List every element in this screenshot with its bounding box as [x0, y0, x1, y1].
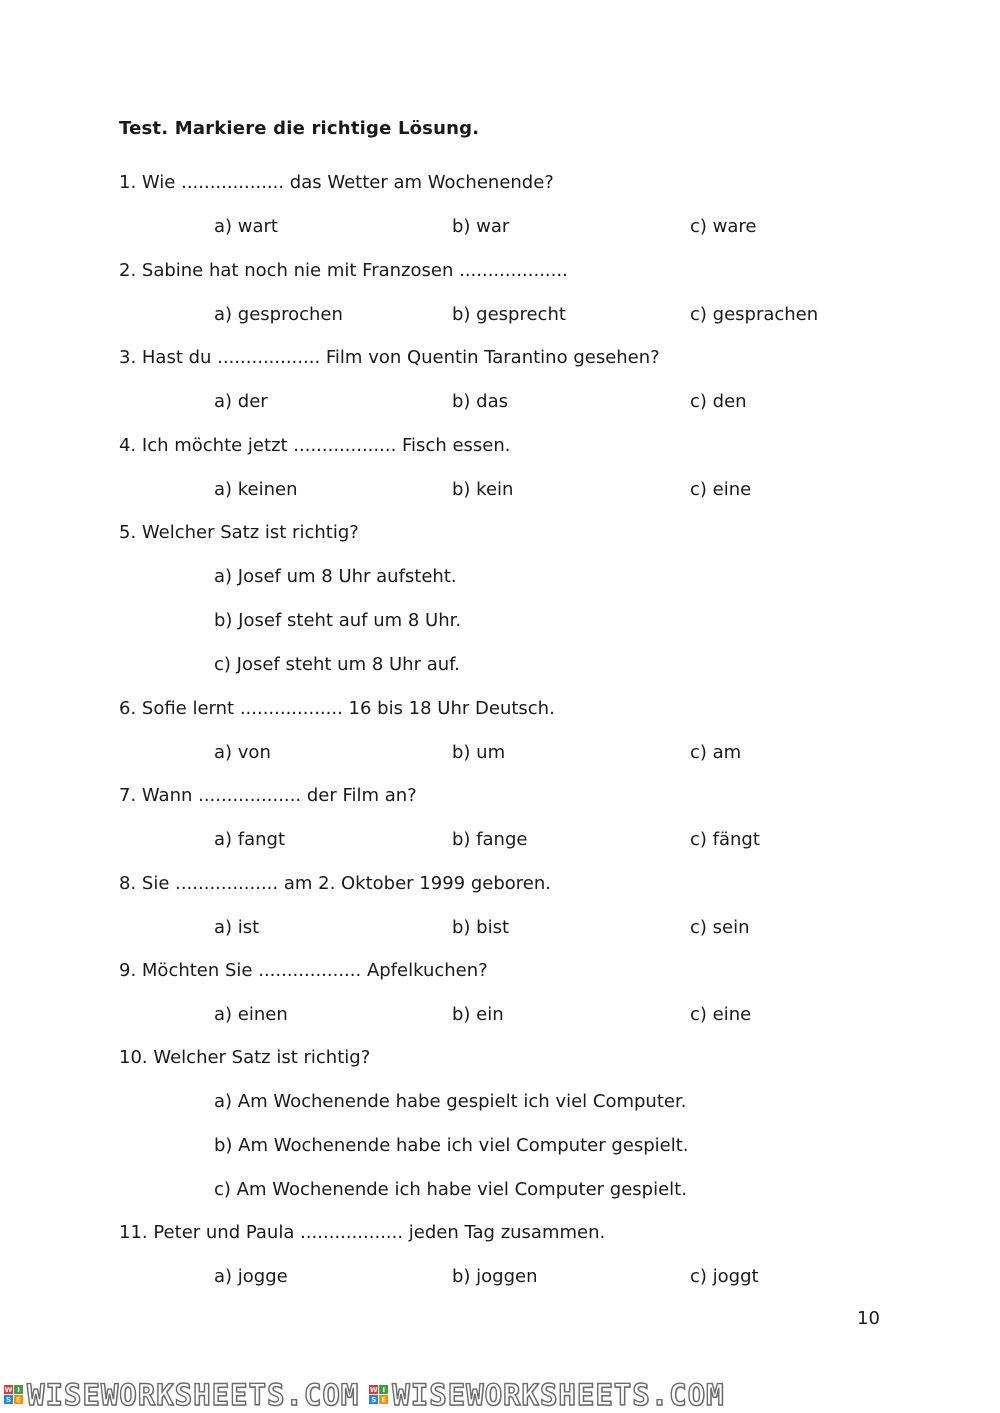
question-2: 2. Sabine hat noch nie mit Franzosen ................... [119, 260, 568, 281]
logo-letter: W [369, 1385, 378, 1394]
q10-option-c[interactable]: c) Am Wochenende ich habe viel Computer gespielt. [214, 1179, 687, 1200]
q3-option-a[interactable]: a) der [214, 391, 268, 412]
q10-option-a[interactable]: a) Am Wochenende habe gespielt ich viel Computer. [214, 1091, 687, 1112]
q1-option-b[interactable]: b) war [452, 216, 510, 237]
q7-option-b[interactable]: b) fange [452, 829, 528, 850]
q4-option-b[interactable]: b) kein [452, 479, 514, 500]
q9-option-c[interactable]: c) eine [690, 1004, 752, 1025]
question-4: 4. Ich möchte jetzt .................. Fisch essen. [119, 435, 511, 456]
q7-option-c[interactable]: c) fängt [690, 829, 760, 850]
wise-logo-icon [4, 1385, 23, 1404]
banner-unit [0, 1378, 359, 1412]
wise-logo-icon [369, 1385, 388, 1404]
footer-wordmark: WISEWORKSHEETS.COM [392, 1377, 725, 1412]
question-9: 9. Möchten Sie .................. Apfelkuchen? [119, 960, 488, 981]
q3-option-c[interactable]: c) den [690, 391, 747, 412]
q5-option-b[interactable]: b) Josef steht auf um 8 Uhr. [214, 610, 462, 631]
q3-option-b[interactable]: b) das [452, 391, 509, 412]
q8-option-a[interactable]: a) ist [214, 917, 260, 938]
question-8: 8. Sie .................. am 2. Oktober 1999 geboren. [119, 873, 551, 894]
footer-banner [0, 1376, 1000, 1413]
q6-option-a[interactable]: a) von [214, 742, 271, 763]
q9-option-a[interactable]: a) einen [214, 1004, 288, 1025]
q1-option-a[interactable]: a) wart [214, 216, 278, 237]
q2-option-c[interactable]: c) gesprachen [690, 304, 819, 325]
logo-letter: I [379, 1385, 388, 1394]
q9-option-b[interactable]: b) ein [452, 1004, 504, 1025]
q10-option-b[interactable]: b) Am Wochenende habe ich viel Computer gespielt. [214, 1135, 689, 1156]
q11-option-a[interactable]: a) jogge [214, 1266, 288, 1287]
question-10: 10. Welcher Satz ist richtig? [119, 1047, 371, 1068]
question-3: 3. Hast du .................. Film von Quentin Tarantino gesehen? [119, 347, 660, 368]
page-title: Test. Markiere die richtige Lösung. [119, 118, 480, 139]
logo-letter: S [5, 1395, 12, 1404]
logo-letter: E [14, 1395, 23, 1404]
q2-option-a[interactable]: a) gesprochen [214, 304, 343, 325]
question-11: 11. Peter und Paula .................. jeden Tag zusammen. [119, 1222, 606, 1243]
logo-letter: S [371, 1395, 377, 1404]
q8-option-b[interactable]: b) bist [452, 917, 510, 938]
q11-option-b[interactable]: b) joggen [452, 1266, 538, 1287]
question-6: 6. Sofie lernt .................. 16 bis 18 Uhr Deutsch. [119, 698, 555, 719]
logo-letter: E [379, 1395, 388, 1404]
logo-letter: I [14, 1385, 23, 1394]
q4-option-c[interactable]: c) eine [690, 479, 752, 500]
page-number: 10 [857, 1308, 880, 1329]
q4-option-a[interactable]: a) keinen [214, 479, 298, 500]
q5-option-c[interactable]: c) Josef steht um 8 Uhr auf. [214, 654, 460, 675]
banner-unit [365, 1378, 724, 1412]
q6-option-c[interactable]: c) am [690, 742, 742, 763]
question-1: 1. Wie .................. das Wetter am Wochenende? [119, 172, 554, 193]
q5-option-a[interactable]: a) Josef um 8 Uhr aufsteht. [214, 566, 457, 587]
logo-letter: W [4, 1385, 13, 1394]
footer-wordmark: WISEWORKSHEETS.COM [27, 1377, 360, 1412]
q8-option-c[interactable]: c) sein [690, 917, 750, 938]
q11-option-c[interactable]: c) joggt [690, 1266, 759, 1287]
question-7: 7. Wann .................. der Film an? [119, 785, 417, 806]
q6-option-b[interactable]: b) um [452, 742, 506, 763]
q2-option-b[interactable]: b) gesprecht [452, 304, 566, 325]
q7-option-a[interactable]: a) fangt [214, 829, 286, 850]
q1-option-c[interactable]: c) ware [690, 216, 757, 237]
question-5: 5. Welcher Satz ist richtig? [119, 522, 359, 543]
